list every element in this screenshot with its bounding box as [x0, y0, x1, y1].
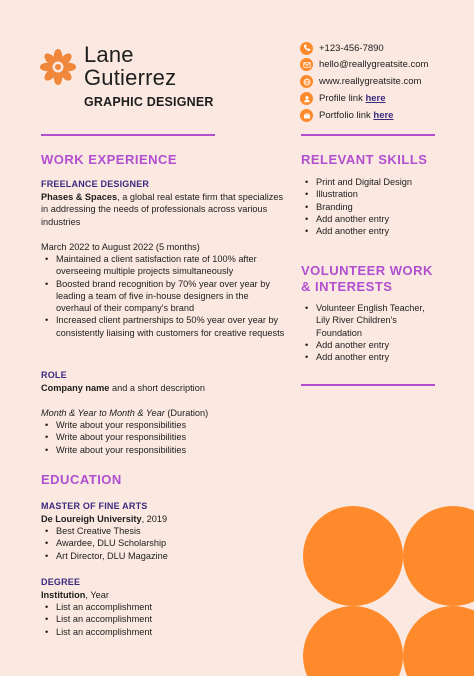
email-icon: [300, 58, 313, 71]
degree2-bullets: [41, 601, 286, 638]
list-item: • Increased client partnerships to 50% year over year by consistently liaising with customers for creative requests: [41, 314, 286, 339]
list-item: • Illustration: [301, 188, 451, 200]
volunteer-list: [301, 302, 431, 363]
contact-phone: +123-456-7890: [300, 40, 460, 56]
list-item: • Write about your responsibilities: [41, 444, 286, 456]
decorative-circle: [303, 606, 403, 676]
job1-company: Phases & Spaces: [41, 192, 118, 202]
candidate-name: [84, 43, 176, 89]
volunteer-heading: VOLUNTEER WORK & INTERESTS: [301, 263, 433, 294]
work-experience-heading: WORK EXPERIENCE: [41, 152, 178, 167]
list-item: • Add another entry: [301, 351, 431, 363]
list-item: • Boosted brand recognition by 70% year over year by leading a team of five in-house designers in the overhaul of their company's brand: [41, 278, 286, 315]
list-item: • Add another entry: [301, 213, 451, 225]
list-item: • List an accomplishment: [41, 613, 286, 625]
degree1-title: MASTER OF FINE ARTS: [41, 501, 148, 511]
degree1-bullets: [41, 525, 286, 562]
decorative-circle: [303, 506, 403, 606]
header-divider-right: [301, 134, 435, 136]
contact-profile: Profile link here: [300, 91, 460, 107]
list-item: • Best Creative Thesis: [41, 525, 286, 537]
education-heading: EDUCATION: [41, 472, 122, 487]
globe-icon: [300, 75, 313, 88]
job1-bullets: [41, 253, 286, 339]
skills-list: [301, 176, 451, 237]
list-item: • List an accomplishment: [41, 626, 286, 638]
degree2-institution-line: Institution, Year: [41, 590, 109, 600]
job2-dates: Month & Year to Month & Year (Duration): [41, 408, 209, 418]
job1-title: FREELANCE DESIGNER: [41, 179, 150, 189]
list-item: • List an accomplishment: [41, 601, 286, 613]
skills-heading: RELEVANT SKILLS: [301, 152, 428, 167]
portfolio-link[interactable]: here: [373, 110, 394, 122]
list-item: • Branding: [301, 201, 451, 213]
job-title: GRAPHIC DESIGNER: [84, 95, 214, 109]
contact-portfolio: Portfolio link here: [300, 108, 460, 124]
profile-link[interactable]: here: [365, 93, 386, 105]
job2-title: ROLE: [41, 370, 67, 380]
list-item: • Add another entry: [301, 225, 451, 237]
list-item: • Volunteer English Teacher, Lily River Children's Foundation: [301, 302, 431, 339]
degree1-institution-line: De Loureigh University, 2019: [41, 514, 168, 524]
header-divider-left: [41, 134, 215, 136]
contact-email[interactable]: hello@reallygreatsite.com: [300, 57, 460, 73]
flower-logo-icon: [40, 49, 76, 85]
contact-website[interactable]: www.reallygreatsite.com: [300, 74, 460, 90]
list-item: • Write about your responsibilities: [41, 431, 286, 443]
phone-icon: [300, 42, 313, 55]
job1-description: Phases & Spaces, a global real estate firm that specializes in addressing the needs of professionals across various industries: [41, 192, 284, 227]
briefcase-icon: [300, 109, 313, 122]
list-item: • Write about your responsibilities: [41, 419, 286, 431]
last-name: Gutierrez: [84, 65, 177, 90]
list-item: • Awardee, DLU Scholarship: [41, 537, 286, 549]
degree2-title: DEGREE: [41, 577, 81, 587]
decorative-circle: [403, 506, 474, 606]
job2-description: Company name and a short description: [41, 383, 205, 393]
job2-bullets: [41, 419, 286, 456]
list-item: • Print and Digital Design: [301, 176, 451, 188]
contact-list: [300, 40, 460, 124]
list-item: • Add another entry: [301, 339, 431, 351]
decorative-circle: [403, 606, 474, 676]
job1-dates: March 2022 to August 2022 (5 months): [41, 242, 200, 252]
user-icon: [300, 92, 313, 105]
right-column-divider: [301, 384, 435, 386]
list-item: • Art Director, DLU Magazine: [41, 550, 286, 562]
list-item: • Maintained a client satisfaction rate of 100% after overseeing multiple projects simultaneously: [41, 253, 286, 278]
first-name: Lane: [84, 42, 134, 67]
